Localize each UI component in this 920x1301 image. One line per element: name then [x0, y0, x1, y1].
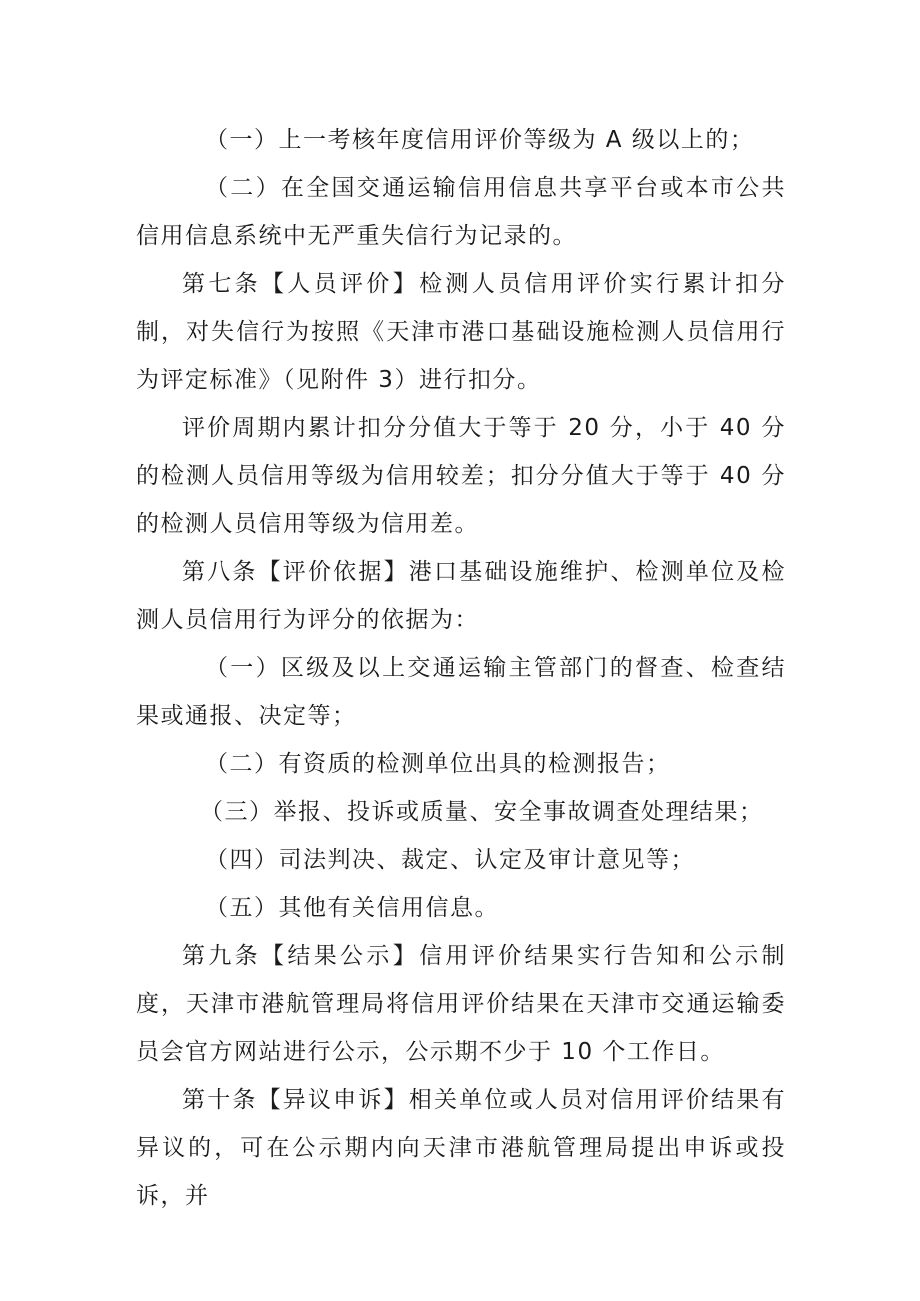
basis-item-4: （四）司法判决、裁定、认定及审计意见等；	[205, 847, 695, 873]
basis-item-1: （一）区级及以上交通运输主管部门的督查、检查结果或通报、决定等；	[136, 655, 786, 729]
clause-item-2: （二）在全国交通运输信用信息共享平台或本市公共信用信息系统中无严重失信行为记录的。	[136, 175, 786, 249]
clause-item-1: （一）上一考核年度信用评价等级为 A 级以上的；	[205, 127, 755, 153]
article-8-evaluation-basis: 第八条【评价依据】港口基础设施维护、检测单位及检测人员信用行为评分的依据为：	[136, 559, 786, 633]
document-body	[136, 116, 786, 1220]
article-7-personnel-evaluation: 第七条【人员评价】检测人员信用评价实行累计扣分制，对失信行为按照《天津市港口基础设施检测人员信用行为评定标准》（见附件 3）进行扣分。	[136, 271, 786, 393]
article-9-result-publicity: 第九条【结果公示】信用评价结果实行告知和公示制度，天津市港航管理局将信用评价结果在天津市交通运输委员会官方网站进行公示，公示期不少于 10 个工作日。	[136, 943, 786, 1065]
basis-item-2: （二）有资质的检测单位出具的检测报告；	[205, 751, 671, 777]
basis-item-3: （三）举报、投诉或质量、安全事故调查处理结果；	[200, 799, 764, 825]
article-7-scoring-rule: 评价周期内累计扣分分值大于等于 20 分，小于 40 分的检测人员信用等级为信用较差；扣分分值大于等于 40 分的检测人员信用等级为信用差。	[136, 415, 786, 537]
article-10-objection-appeal: 第十条【异议申诉】相关单位或人员对信用评价结果有异议的，可在公示期内向天津市港航管理局提出申诉或投诉，并	[136, 1087, 786, 1209]
basis-item-5: （五）其他有关信用信息。	[205, 895, 499, 921]
